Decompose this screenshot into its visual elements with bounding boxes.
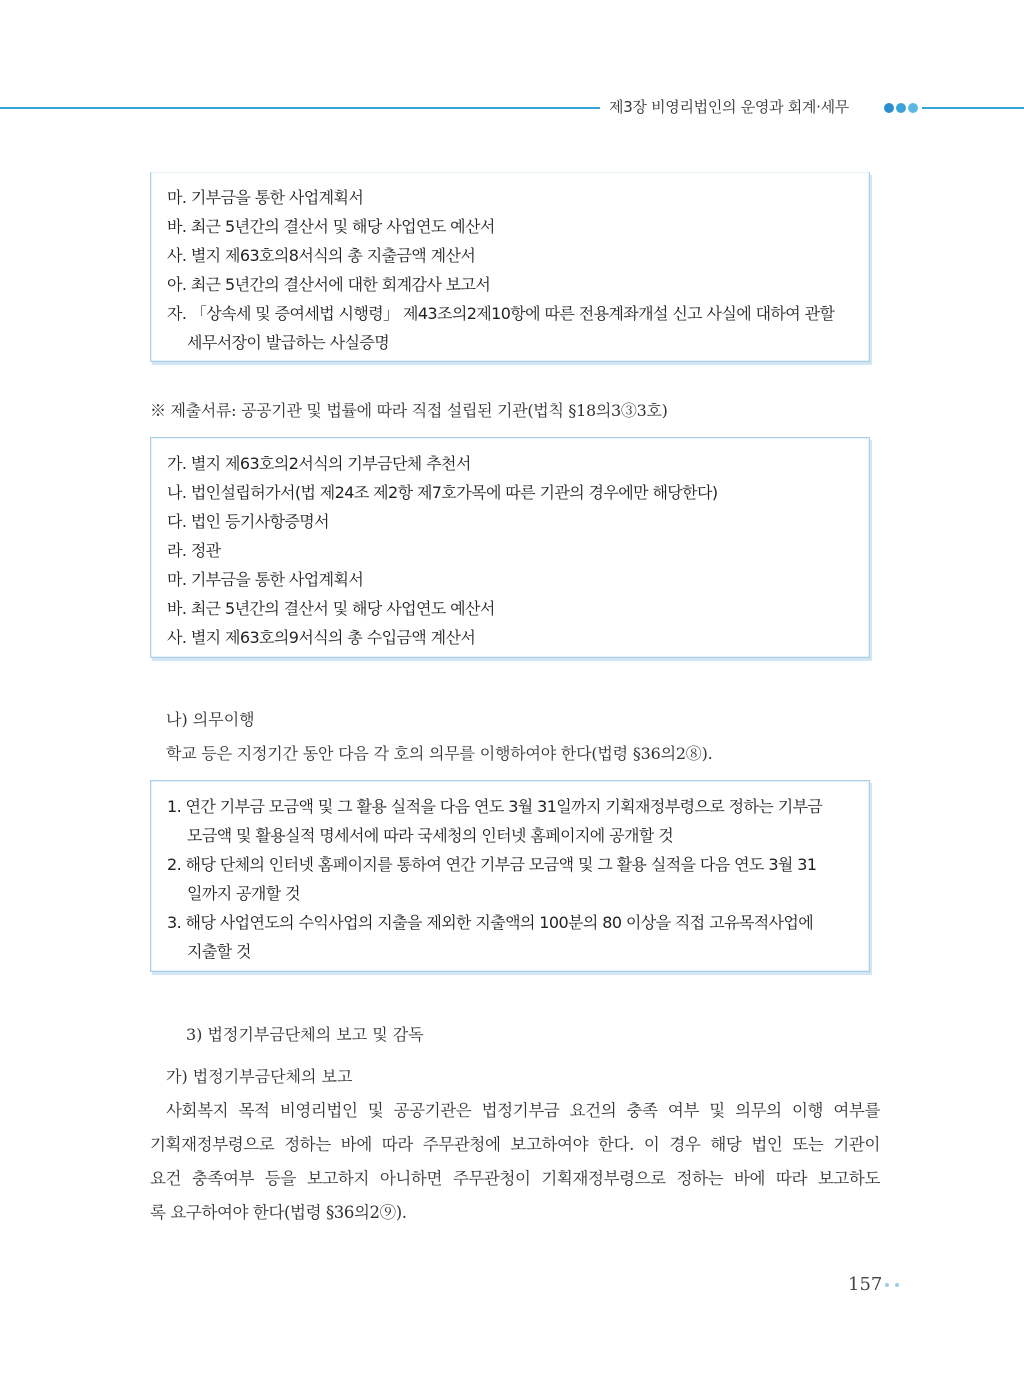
list-item: 바. 최근 5년간의 결산서 및 해당 사업연도 예산서 [167,599,495,618]
report-paragraph [150,1094,880,1230]
paragraph-line: 기획재정부령으로 정하는 바에 따라 주무관청에 보고하여야 한다. 이 경우 해당 법인 또는 기관이 [150,1135,880,1154]
header-dot [908,103,918,113]
list-item: 사. 별지 제63호의8서식의 총 지출금액 계산서 [167,246,476,265]
obligations-box [150,780,870,972]
header-dot [884,103,894,113]
list-item: 사. 별지 제63호의9서식의 총 수입금액 계산서 [167,628,476,647]
list-item-continuation: 세무서장이 발급하는 사실증명 [187,333,390,352]
paragraph-line: 록 요구하여야 한다(법령 §36의2⑨). [150,1203,407,1222]
document-list-box-2 [150,437,870,658]
paragraph-line: 요건 충족여부 등을 보고하지 아니하면 주무관청이 기획재정부령으로 정하는 바에 따라 보고하도 [150,1169,880,1188]
chapter-title: 제3장 비영리법인의 운영과 회계·세무 [609,98,849,116]
subsection-heading-report: 가) 법정기부금단체의 보고 [166,1067,353,1086]
page-number: 157 [848,1274,883,1295]
list-item: 아. 최근 5년간의 결산서에 대한 회계감사 보고서 [167,275,491,294]
header-dot [896,103,906,113]
list-item: 자. 「상속세 및 증여세법 시행령」 제43조의2제10항에 따른 전용계좌개설 신고 사실에 대하여 관할 [167,304,835,323]
header-rule-right [922,107,1024,109]
paragraph-line: 사회복지 목적 비영리법인 및 공공기관은 법정기부금 요건의 충족 여부 및 의무의 이행 여부를 [166,1101,880,1120]
list-item: 다. 법인 등기사항증명서 [167,512,330,531]
document-list-box-1 [150,172,870,362]
section-heading-obligations: 나) 의무이행 [166,710,255,729]
list-item: 마. 기부금을 통한 사업계획서 [167,570,364,589]
page-dot [885,1283,889,1287]
page-dots-icon [885,1283,899,1287]
obligations-intro: 학교 등은 지정기간 동안 다음 각 호의 의무를 이행하여야 한다(법령 §36의2⑧). [166,744,713,763]
list-item-continuation: 일까지 공개할 것 [187,884,300,903]
header-rule-left [0,107,600,109]
submission-note: ※ 제출서류: 공공기관 및 법률에 따라 직접 설립된 기관(법칙 §18의3③3호) [150,401,668,420]
list-item: 1. 연간 기부금 모금액 및 그 활용 실적을 다음 연도 3월 31일까지 기획재정부령으로 정하는 기부금 [167,797,823,816]
list-item-continuation: 지출할 것 [187,942,251,961]
section-heading-report: 3) 법정기부금단체의 보고 및 감독 [186,1025,424,1044]
list-item: 3. 해당 사업연도의 수익사업의 지출을 제외한 지출액의 100분의 80 이상을 직접 고유목적사업에 [167,913,814,932]
list-item-continuation: 모금액 및 활용실적 명세서에 따라 국세청의 인터넷 홈페이지에 공개할 것 [187,826,674,845]
list-item: 라. 정관 [167,541,221,560]
header-dots-icon [884,103,918,113]
list-item: 가. 별지 제63호의2서식의 기부금단체 추천서 [167,454,471,473]
list-item: 바. 최근 5년간의 결산서 및 해당 사업연도 예산서 [167,217,495,236]
list-item: 나. 법인설립허가서(법 제24조 제2항 제7호가목에 따른 기관의 경우에만 해당한다) [167,483,718,502]
page-dot [895,1283,899,1287]
list-item: 2. 해당 단체의 인터넷 홈페이지를 통하여 연간 기부금 모금액 및 그 활용 실적을 다음 연도 3월 31 [167,855,817,874]
list-item: 마. 기부금을 통한 사업계획서 [167,188,364,207]
